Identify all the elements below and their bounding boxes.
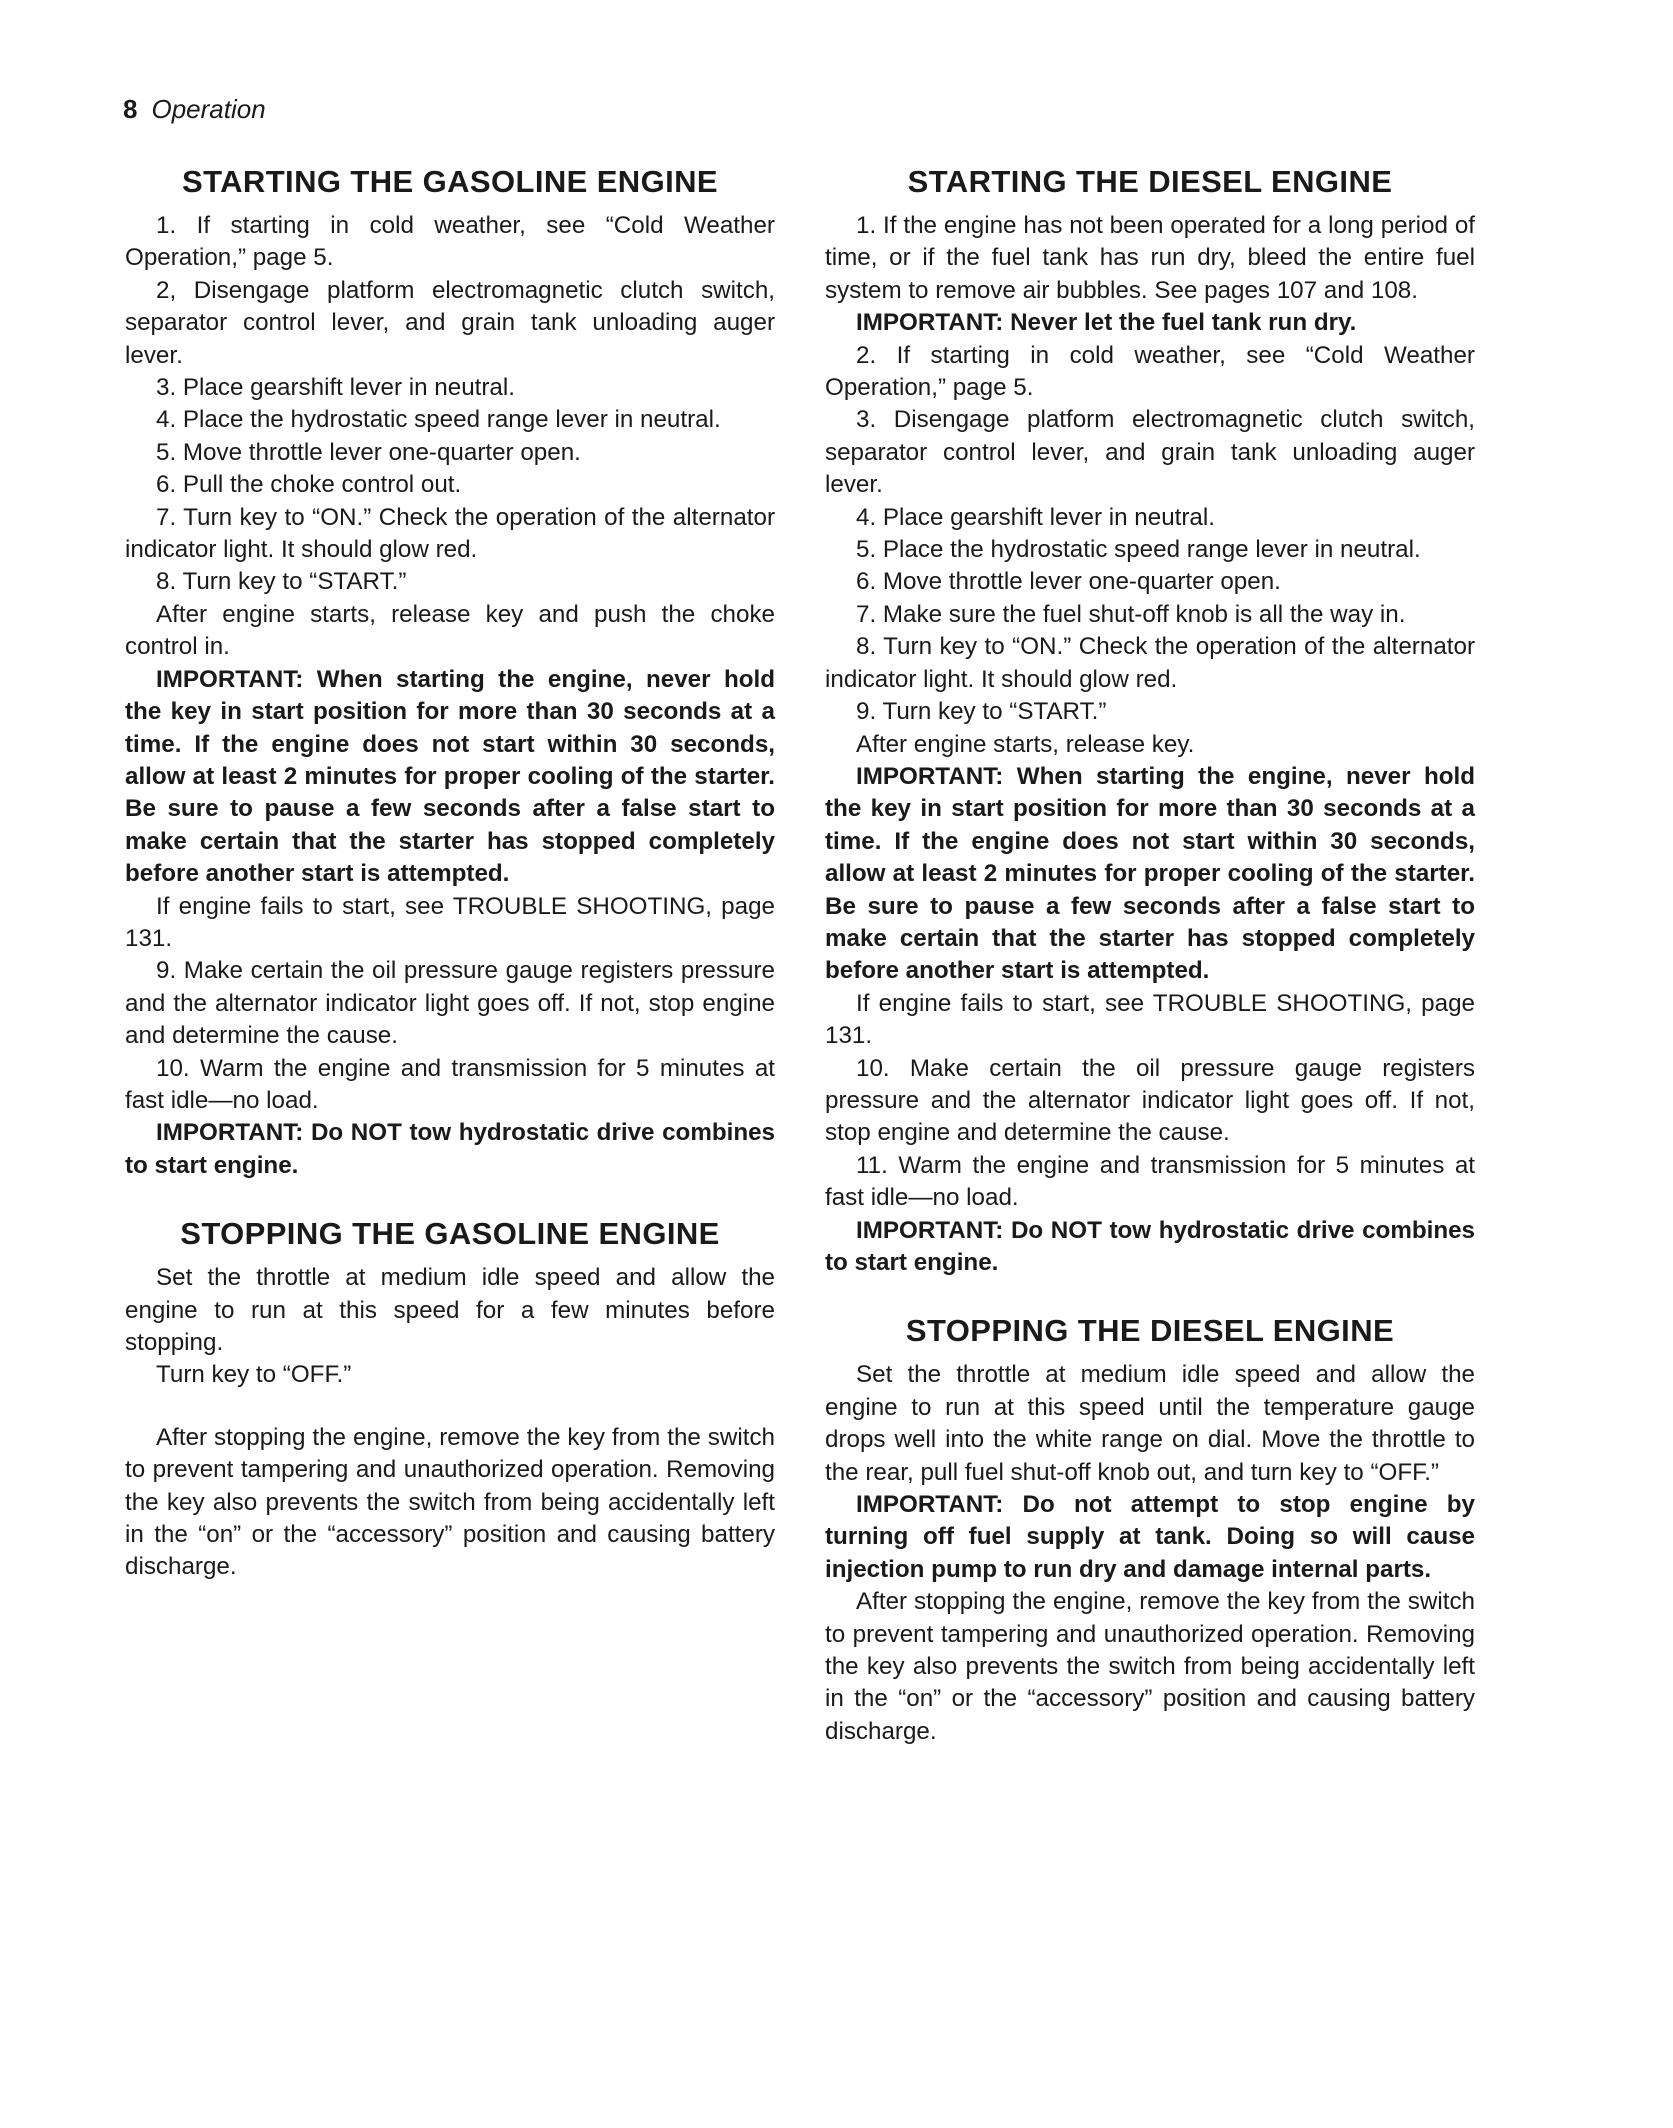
important-note: IMPORTANT: Do NOT tow hydrostatic drive combines to start engine. xyxy=(125,1119,775,1179)
paragraph: Set the throttle at medium idle speed and allow the engine to run at this speed until the temperature gauge drops well into the white range on dial. Move the throttle to the rear, pull fuel shut-off knob out, and turn key to “OFF.” xyxy=(825,1361,1475,1486)
heading-starting-gasoline-engine: STARTING THE GASOLINE ENGINE xyxy=(182,164,718,199)
right-column xyxy=(825,160,1475,1748)
important-note: IMPORTANT: Never let the fuel tank run dry. xyxy=(856,309,1357,337)
important-note: IMPORTANT: When starting the engine, never hold the key in start position for more than 30 seconds at a time. If the engine does not start within 30 seconds, allow at least 2 minutes for proper cooling of the starter. Be sure to pause a few seconds after a false start to make certain that the starter has stopped completely before another start is attempted. xyxy=(125,665,775,888)
heading-stopping-gasoline-engine: STOPPING THE GASOLINE ENGINE xyxy=(180,1216,720,1252)
paragraph: 4. Place the hydrostatic speed range lever in neutral. xyxy=(156,406,721,434)
paragraph: 1. If starting in cold weather, see “Cold Weather Operation,” page 5. xyxy=(125,212,775,272)
paragraph: 5. Move throttle lever one-quarter open. xyxy=(156,438,581,466)
paragraph: 3. Place gearshift lever in neutral. xyxy=(156,374,515,402)
paragraph: After stopping the engine, remove the key from the switch to prevent tampering and unauthorized operation. Removing the key also prevents the switch from being accidentally left in the “on” or the “accessory” position and causing battery discharge. xyxy=(825,1588,1475,1745)
section-title: Operation xyxy=(151,94,266,124)
running-head xyxy=(123,92,266,126)
important-note: IMPORTANT: Do NOT tow hydrostatic drive combines to start engine. xyxy=(825,1216,1475,1276)
paragraph: 6. Move throttle lever one-quarter open. xyxy=(856,568,1281,596)
paragraph: Set the throttle at medium idle speed and allow the engine to run at this speed for a few minutes before stopping. xyxy=(125,1264,775,1356)
paragraph: 9. Make certain the oil pressure gauge registers pressure and the alternator indicator light goes off. If not, stop engine and determine the cause. xyxy=(125,957,775,1050)
left-column xyxy=(125,160,775,1584)
paragraph: 6. Pull the choke control out. xyxy=(156,471,462,499)
paragraph: 11. Warm the engine and transmission for 5 minutes at fast idle—no load. xyxy=(825,1151,1475,1212)
paragraph: 8. Turn key to “ON.” Check the operation of the alternator indicator light. It should glow red. xyxy=(825,633,1475,693)
important-note: IMPORTANT: Do not attempt to stop engine by turning off fuel supply at tank. Doing so will cause injection pump to run dry and damage internal parts. xyxy=(825,1491,1475,1583)
paragraph: 2, Disengage platform electromagnetic clutch switch, separator control lever, and grain tank unloading auger lever. xyxy=(125,276,775,369)
paragraph: After engine starts, release key. xyxy=(856,730,1195,758)
heading-stopping-diesel-engine: STOPPING THE DIESEL ENGINE xyxy=(905,1313,1395,1349)
paragraph: 7. Make sure the fuel shut-off knob is all the way in. xyxy=(856,600,1406,628)
paragraph: 5. Place the hydrostatic speed range lever in neutral. xyxy=(856,536,1421,564)
paragraph: After stopping the engine, remove the key from the switch to prevent tampering and unauthorized operation. Removing the key also prevents the switch from being accidentally left in the “on” or the “accessory” position and causing battery discharge. xyxy=(125,1423,775,1581)
paragraph: Turn key to “OFF.” xyxy=(156,1361,352,1389)
paragraph: 3. Disengage platform electromagnetic clutch switch, separator control lever, and grain tank unloading auger lever. xyxy=(825,406,1475,499)
important-note: IMPORTANT: When starting the engine, never hold the key in start position for more than 30 seconds at a time. If the engine does not start within 30 seconds, allow at least 2 minutes for proper cooling of the starter. Be sure to pause a few seconds after a false start to make certain that the starter has stopped completely before another start is attempted. xyxy=(825,762,1475,985)
paragraph: 10. Make certain the oil pressure gauge registers pressure and the alternator indicator light goes off. If not, stop engine and determine the cause. xyxy=(825,1054,1475,1147)
page-number: 8 xyxy=(123,94,138,124)
paragraph: 9. Turn key to “START.” xyxy=(856,698,1107,726)
paragraph: 7. Turn key to “ON.” Check the operation of the alternator indicator light. It should glow red. xyxy=(125,503,775,564)
paragraph: If engine fails to start, see TROUBLE SHOOTING, page 131. xyxy=(825,989,1475,1050)
paragraph: 1. If the engine has not been operated for a long period of time, or if the fuel tank has run dry, bleed the entire fuel system to remove air bubbles. See pages 107 and 108. xyxy=(825,212,1475,304)
heading-starting-diesel-engine: STARTING THE DIESEL ENGINE xyxy=(907,164,1393,199)
paragraph: If engine fails to start, see TROUBLE SHOOTING, page 131. xyxy=(125,892,775,952)
paragraph: 10. Warm the engine and transmission for 5 minutes at fast idle—no load. xyxy=(125,1054,775,1114)
paragraph: 2. If starting in cold weather, see “Cold Weather Operation,” page 5. xyxy=(825,341,1475,402)
paragraph: 8. Turn key to “START.” xyxy=(156,568,407,596)
paragraph: After engine starts, release key and push the choke control in. xyxy=(125,600,775,661)
paragraph: 4. Place gearshift lever in neutral. xyxy=(856,503,1215,531)
